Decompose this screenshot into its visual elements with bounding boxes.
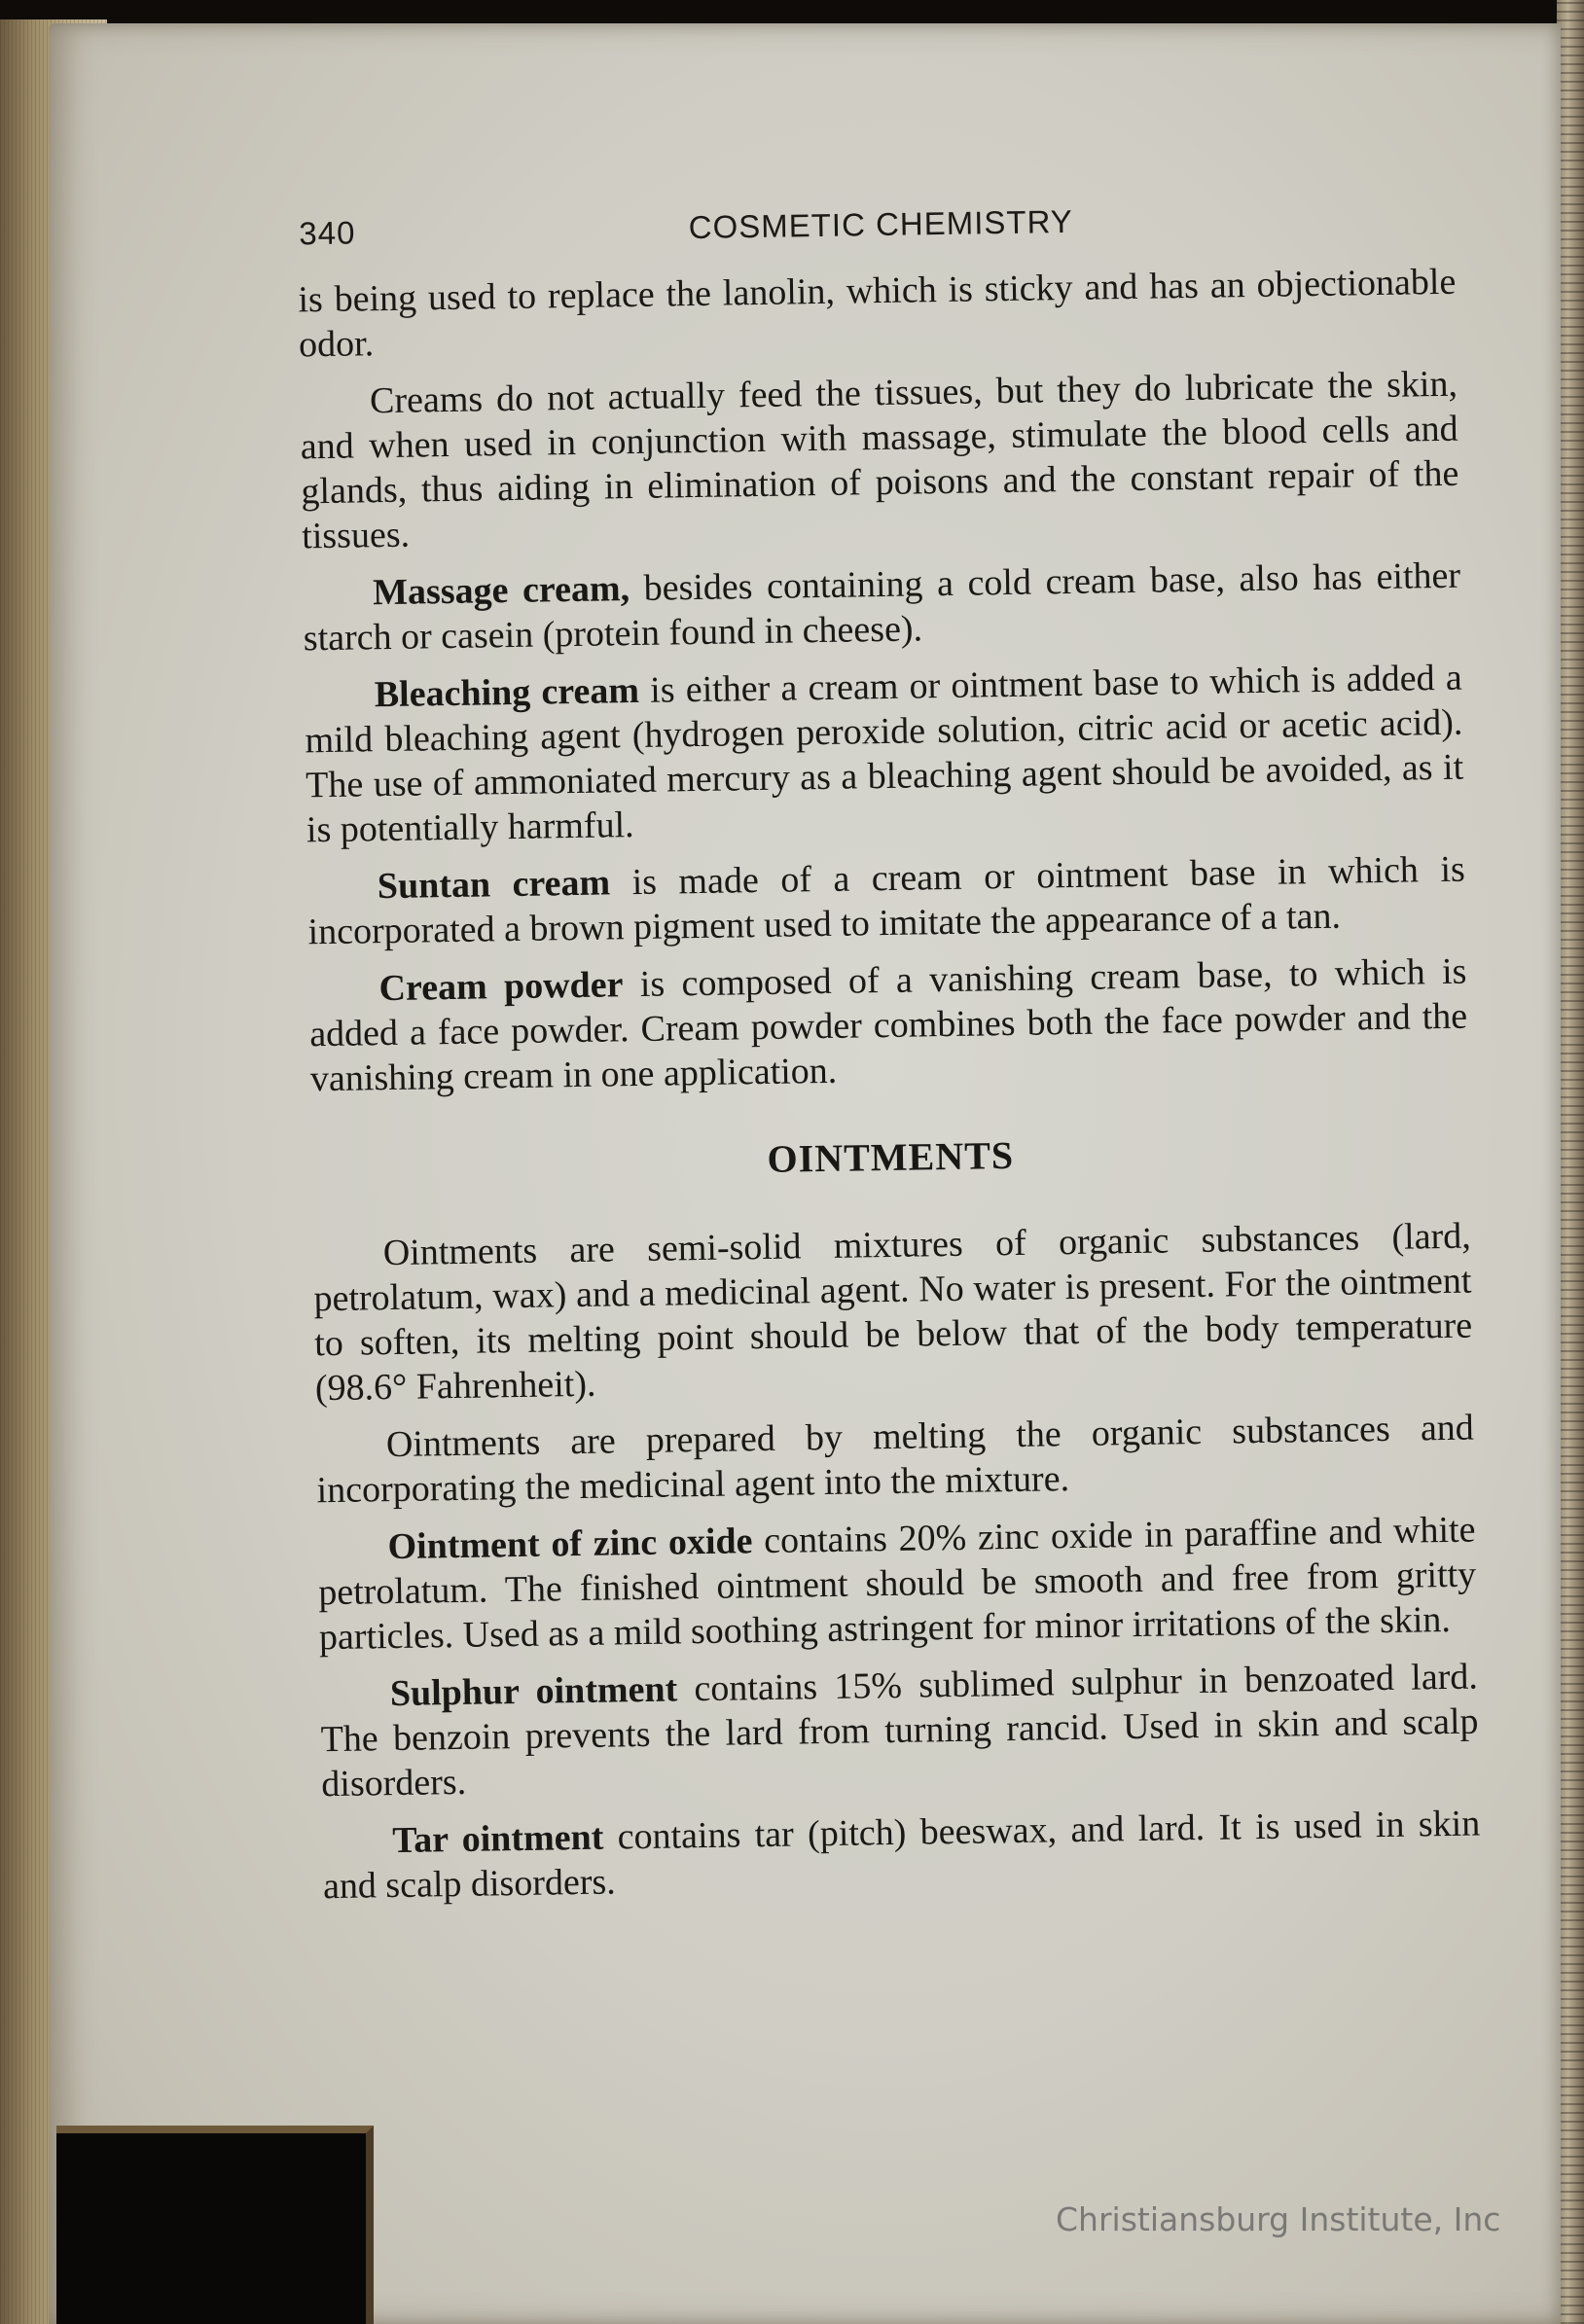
paragraph-massage-cream — [303, 554, 1461, 661]
term-ointment-of-zinc-oxide: Ointment of zinc oxide — [387, 1520, 753, 1568]
paragraph-text: besides containing a cold cream base, also has either starch or casein (protein found in cheese). — [303, 554, 1461, 660]
paragraph-text: Ointments are prepared by melting the organic substances and incorporating the medicinal agent into the mixture. — [316, 1407, 1475, 1512]
term-massage-cream: Massage cream, — [372, 568, 630, 614]
book-page-edges-right — [1557, 0, 1584, 2324]
term-sulphur-ointment: Sulphur ointment — [389, 1668, 678, 1715]
term-cream-powder: Cream powder — [378, 964, 624, 1010]
paragraph-sulphur-ointment — [320, 1655, 1480, 1807]
paragraph-continuation — [298, 260, 1457, 368]
paragraph-text: is being used to replace the lanolin, which is sticky and has an objectionable odor. — [298, 261, 1457, 366]
running-head — [297, 197, 1465, 259]
page-paper — [49, 23, 1561, 2324]
term-bleaching-cream: Bleaching cream — [374, 669, 640, 716]
paragraph-cream-powder — [308, 949, 1468, 1102]
paragraph-text: Ointments are semi-solid mixtures of organic substances (lard, petrolatum, wax) and a medicinal agent. No water is present. For the ointment to soften, its melting point should be below that of the body temperature (98.6° Fahrenheit). — [313, 1215, 1473, 1410]
paragraph-text: contains 20% zinc oxide in paraffine and white petrolatum. The finished ointment should be smooth and free from gritty particles. Used as a mild soothing astringent for minor irritations of the skin. — [317, 1509, 1477, 1659]
paragraph-text: Creams do not actually feed the tissues, but they do lubricate the skin, and when used in conjunction with massage, stimulate the blood cells and glands, thus aiding in elimination of poisons and the constant repair of the tissues. — [300, 363, 1459, 557]
paragraph-text: is either a cream or ointment base to which is added a mild bleaching agent (hydrogen peroxide solution, citric acid or acetic acid). The use of ammoniated mercury as a bleaching agent should be avoided, as it is potentially harmful. — [305, 657, 1464, 851]
paragraph-suntan-cream — [307, 847, 1466, 955]
paragraph-text: is composed of a vanishing cream base, to which is added a face powder. Cream powder combines both the face powder and the vanishing cream in one application. — [308, 950, 1468, 1100]
paragraph-text: is made of a cream or ointment base in which is incorporated a brown pigment used to imitate the appearance of a tan. — [307, 848, 1466, 953]
running-head-title: COSMETIC CHEMISTRY — [688, 202, 1074, 246]
paragraph-text: contains tar (pitch) beeswax, and lard. It is used in skin and scalp disorders. — [322, 1803, 1481, 1908]
paragraph-tar-ointment — [322, 1802, 1481, 1910]
paragraph-text: contains 15% sublimed sulphur in benzoated lard. The benzoin prevents the lard from turning rancid. Used in skin and scalp disorders. — [320, 1656, 1479, 1806]
watermark: Christiansburg Institute, Inc — [1056, 2200, 1501, 2238]
term-tar-ointment: Tar ointment — [391, 1816, 604, 1862]
paragraph-ointments-preparation — [316, 1406, 1475, 1514]
term-suntan-cream: Suntan cream — [377, 862, 611, 908]
paragraph-creams — [300, 362, 1460, 559]
section-heading-ointments: OINTMENTS — [767, 1132, 1015, 1181]
page-text-block — [294, 15, 1481, 1908]
page-number: 340 — [299, 214, 356, 252]
paragraph-zinc-oxide — [317, 1508, 1477, 1661]
paragraph-ointments-definition — [312, 1214, 1473, 1412]
page-body — [298, 260, 1481, 1921]
black-bookmark-tab — [56, 2126, 374, 2324]
paragraph-bleaching-cream — [304, 656, 1464, 853]
